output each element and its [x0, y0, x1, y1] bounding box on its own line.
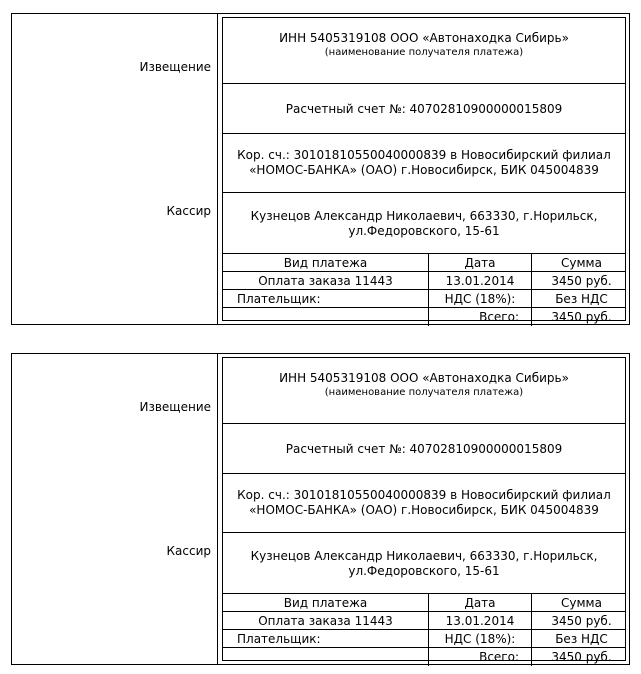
vat-value: Без НДС	[531, 290, 631, 307]
header-sum: Сумма	[531, 594, 631, 611]
total-label: Всего:	[428, 648, 531, 666]
receipt-frame	[222, 357, 626, 664]
payer-label: Плательщик:	[237, 632, 321, 646]
table-header-row	[223, 254, 625, 272]
payer-label: Плательщик:	[237, 292, 321, 306]
bank-section	[223, 474, 625, 533]
payment-table	[223, 254, 625, 324]
payment-receipt	[11, 353, 630, 665]
header-sum: Сумма	[531, 254, 631, 271]
notice-label: Извещение	[139, 60, 211, 74]
account-section	[223, 424, 625, 474]
bank-line-2: «НОМОС-БАНКА» (ОАО) г.Новосибирск, БИК 045004839	[249, 503, 599, 517]
cashier-label: Кассир	[166, 544, 211, 558]
header-date: Дата	[428, 594, 531, 611]
blank-cell	[223, 648, 428, 666]
table-header-row	[223, 594, 625, 612]
payment-receipt	[11, 13, 630, 325]
notice-label: Извещение	[139, 400, 211, 414]
bank-line-2: «НОМОС-БАНКА» (ОАО) г.Новосибирск, БИК 045004839	[249, 163, 599, 177]
recipient-caption: (наименование получателя платежа)	[324, 387, 524, 398]
bank-section	[223, 134, 625, 193]
total-label: Всего:	[428, 308, 531, 326]
cashier-label: Кассир	[166, 204, 211, 218]
total-value: 3450 руб.	[531, 648, 631, 666]
header-date: Дата	[428, 254, 531, 271]
payer-line-1: Кузнецов Александр Николаевич, 663330, г.Норильск,	[250, 549, 598, 563]
table-row	[223, 612, 625, 630]
table-row	[223, 648, 625, 666]
payment-sum: 3450 руб.	[531, 272, 631, 289]
payment-type: Оплата заказа 11443	[258, 614, 393, 628]
recipient-section	[223, 358, 625, 424]
payer-line-2: ул.Федоровского, 15-61	[348, 564, 500, 578]
payer-line-2: ул.Федоровского, 15-61	[348, 224, 500, 238]
vat-label: НДС (18%):	[428, 630, 531, 647]
payment-table	[223, 594, 625, 664]
recipient-name: ИНН 5405319108 ООО «Автонаходка Сибирь»	[279, 31, 569, 45]
receipt-body	[218, 354, 629, 664]
bank-line-1: Кор. сч.: 30101810550040000839 в Новосибирский филиал	[237, 148, 611, 162]
header-payment-type: Вид платежа	[283, 256, 368, 270]
table-row	[223, 272, 625, 290]
header-payment-type: Вид платежа	[283, 596, 368, 610]
recipient-caption: (наименование получателя платежа)	[324, 47, 524, 58]
recipient-section	[223, 18, 625, 84]
receipt-stub	[12, 354, 218, 664]
payment-date: 13.01.2014	[428, 612, 531, 629]
payment-date: 13.01.2014	[428, 272, 531, 289]
receipt-body	[218, 14, 629, 324]
receipt-frame	[222, 17, 626, 324]
payer-section	[223, 533, 625, 594]
table-row	[223, 630, 625, 648]
table-row	[223, 308, 625, 326]
recipient-name: ИНН 5405319108 ООО «Автонаходка Сибирь»	[279, 371, 569, 385]
account-number: Расчетный счет №: 40702810900000015809	[285, 102, 563, 116]
vat-label: НДС (18%):	[428, 290, 531, 307]
blank-cell	[223, 308, 428, 326]
bank-line-1: Кор. сч.: 30101810550040000839 в Новосибирский филиал	[237, 488, 611, 502]
total-value: 3450 руб.	[531, 308, 631, 326]
receipt-stub	[12, 14, 218, 324]
table-row	[223, 290, 625, 308]
payment-type: Оплата заказа 11443	[258, 274, 393, 288]
account-number: Расчетный счет №: 40702810900000015809	[285, 442, 563, 456]
payer-section	[223, 193, 625, 254]
account-section	[223, 84, 625, 134]
vat-value: Без НДС	[531, 630, 631, 647]
payer-line-1: Кузнецов Александр Николаевич, 663330, г.Норильск,	[250, 209, 598, 223]
payment-sum: 3450 руб.	[531, 612, 631, 629]
